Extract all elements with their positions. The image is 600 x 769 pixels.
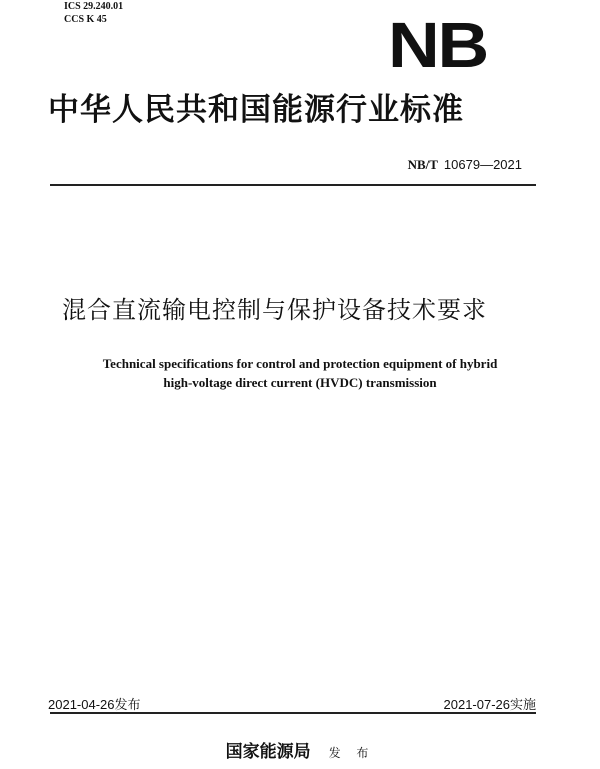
- issue-date: 2021-04-26发布: [48, 697, 141, 712]
- top-divider: [50, 184, 536, 186]
- agency-title: 中华人民共和国能源行业标准: [48, 92, 464, 128]
- ccs-code: CCS K 45: [64, 14, 107, 25]
- english-title-line-2: high-voltage direct current (HVDC) transmission: [163, 375, 437, 390]
- standard-prefix: NB/T: [407, 157, 438, 172]
- standard-code: 10679—2021: [443, 157, 522, 172]
- classification-codes: [64, 0, 123, 26]
- nb-logo: NB: [388, 9, 488, 81]
- english-title-line-1: Technical specifications for control and protection equipment of hybrid: [102, 356, 498, 371]
- bottom-divider: [50, 712, 536, 714]
- standard-number: [408, 157, 522, 173]
- publisher-action: 发 布: [328, 746, 375, 760]
- english-title: [50, 354, 550, 392]
- effective-date: 2021-07-26实施: [443, 697, 536, 712]
- chinese-title: 混合直流输电控制与保护设备技术要求: [62, 296, 487, 324]
- publisher: [0, 737, 600, 762]
- ics-code: ICS 29.240.01: [64, 1, 124, 12]
- publisher-organization: 国家能源局: [225, 742, 311, 762]
